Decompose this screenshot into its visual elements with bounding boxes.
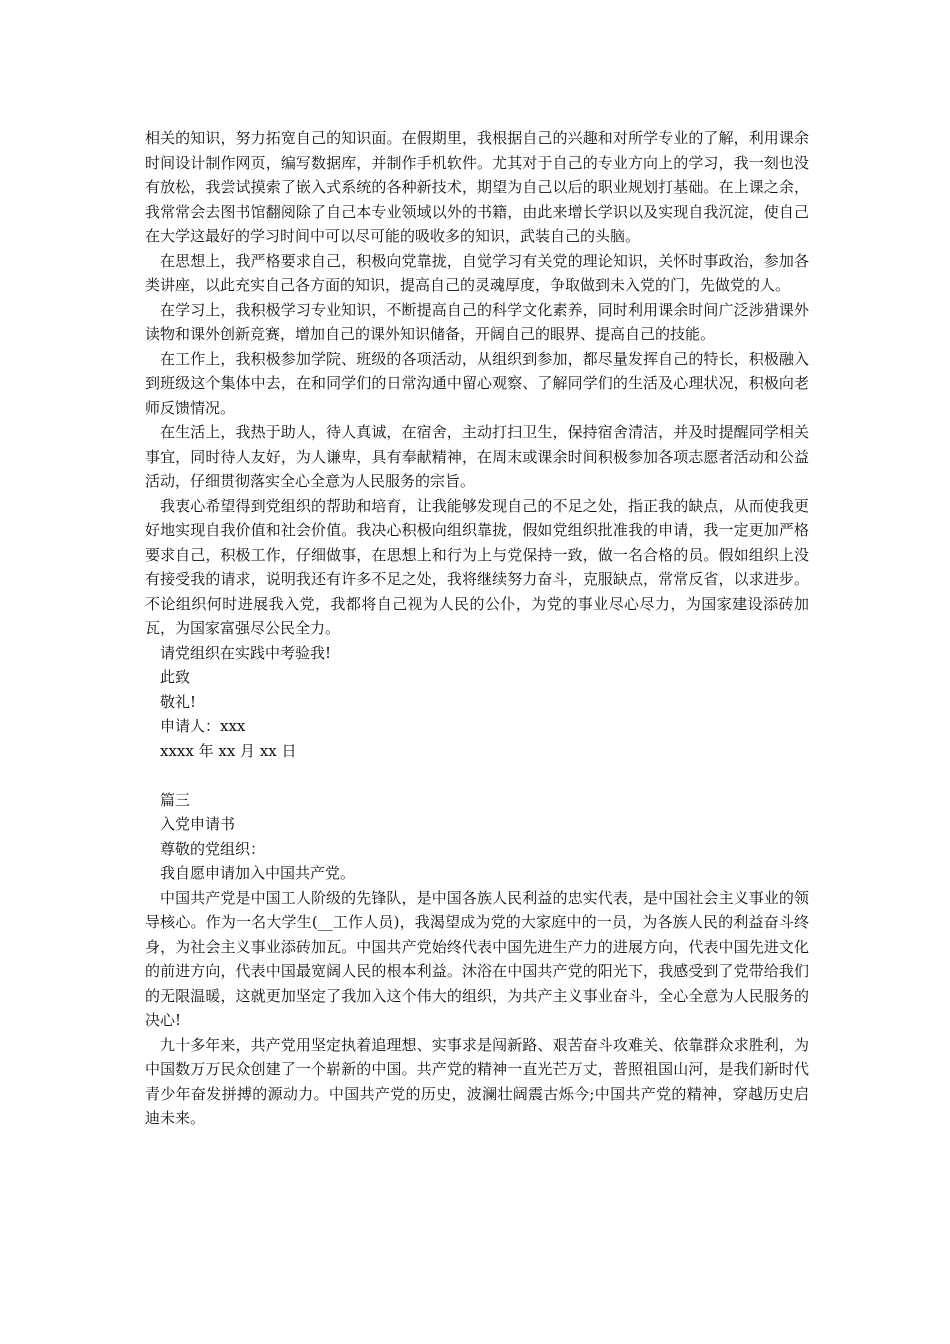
section-gap (145, 763, 809, 788)
applicant-line: 申请人：xxx (160, 717, 246, 735)
section-title: 入党申请书 (160, 815, 236, 833)
section-label: 篇三 (160, 790, 191, 809)
paragraph-hope: 我衷心希望得到党组织的帮助和培育，让我能够发现自己的不足之处，指正我的缺点，从而使我更好地实现自我价值和社会价值。我决心积极向组织靠拢，假如党组织批准我的申请，我一定更加严格要求自己，积极工作，仔细做事，在思想上和行为上与党保持一致，做一名合格的员。假如组织上没有接受我的请求，说明我还有许多不足之处，我将继续努力奋斗，克服缺点，常常反省，以求进步。不论组织何时进展我入党，我都将自己视为人民的公仆，为党的事业尽心尽力，为国家建设添砖加瓦，为国家富强尽公民全力。 (145, 496, 809, 637)
paragraph-work: 在工作上，我积极参加学院、班级的各项活动，从组织到参加，都尽量发挥自己的特长，积极融入到班级这个集体中去，在和同学们的日常沟通中留心观察、了解同学们的生活及心理状况，积极向老师反馈情况。 (145, 349, 809, 417)
closing-cizhi: 此致 (160, 668, 191, 686)
paragraph-party-vanguard: 中国共产党是中国工人阶级的先锋队，是中国各族人民利益的忠实代表，是中国社会主义事业的领导核心。作为一名大学生(__工作人员)，我渴望成为党的大家庭中的一员，为各族人民的利益奋斗终身，为社会主义事业添砖加瓦。中国共产党始终代表中国先进生产力的进展方向，代表中国先进文化的前进方向，代表中国最宽阔人民的根本利益。沐浴在中国共产党的阳光下，我感受到了党带给我们的无限温暖，这就更加坚定了我加入这个伟大的组织，为共产主义事业奋斗，全心全意为人民服务的决心! (145, 888, 809, 1029)
closing-jingli: 敬礼! (160, 692, 197, 711)
date-line: xxxx 年 xx 月 xx 日 (160, 741, 297, 760)
paragraph-ninety-years: 九十多年来，共产党用坚定执着追理想、实事求是闯新路、艰苦奋斗攻难关、依靠群众求胜利，为中国数万万民众创建了一个崭新的中国。共产党的精神一直光芒万丈，普照祖国山河，是我们新时代青少年奋发拼搏的源动力。中国共产党的历史，波澜壮阔震古烁今;中国共产党的精神，穿越历史启迪未来。 (145, 1035, 809, 1127)
paragraph-thought: 在思想上，我严格要求自己，积极向党靠拢，自觉学习有关党的理论知识，关怀时事政治，参加各类讲座，以此充实自己各方面的知识，提高自己的灵魂厚度，争取做到未入党的门，先做党的人。 (145, 251, 809, 294)
closing-test-line: 请党组织在实践中考验我! (160, 643, 332, 662)
paragraph-knowledge: 相关的知识，努力拓宽自己的知识面。在假期里，我根据自己的兴趣和对所学专业的了解，利用课余时间设计制作网页，编写数据库，并制作手机软件。尤其对于自己的专业方向上的学习，我一刻也没有放松，我尝试摸索了嵌入式系统的各种新技术，期望为自己以后的职业规划打基础。在上课之余，我常常会去图书馆翻阅除了自己本专业领域以外的书籍，由此来增长学识以及实现自我沉淀，使自己在大学这最好的学习时间中可以尽可能的吸收多的知识，武装自己的头脑。 (145, 129, 809, 245)
salutation: 尊敬的党组织： (160, 839, 266, 858)
statement: 我自愿申请加入中国共产党。 (160, 864, 356, 882)
paragraph-life: 在生活上，我热于助人，待人真诚，在宿舍，主动打扫卫生，保持宿舍清洁，并及时提醒同学相关事宜，同时待人友好，为人谦卑，具有奉献精神，在周末或课余时间积极参加各项志愿者活动和公益活动，仔细贯彻落实全心全意为人民服务的宗旨。 (145, 423, 809, 490)
paragraph-study: 在学习上，我积极学习专业知识，不断提高自己的科学文化素养，同时利用课余时间广泛涉猎课外读物和课外创新竞赛，增加自己的课外知识储备，开阔自己的眼界、提高自己的技能。 (145, 300, 809, 343)
document-body (145, 126, 809, 1131)
